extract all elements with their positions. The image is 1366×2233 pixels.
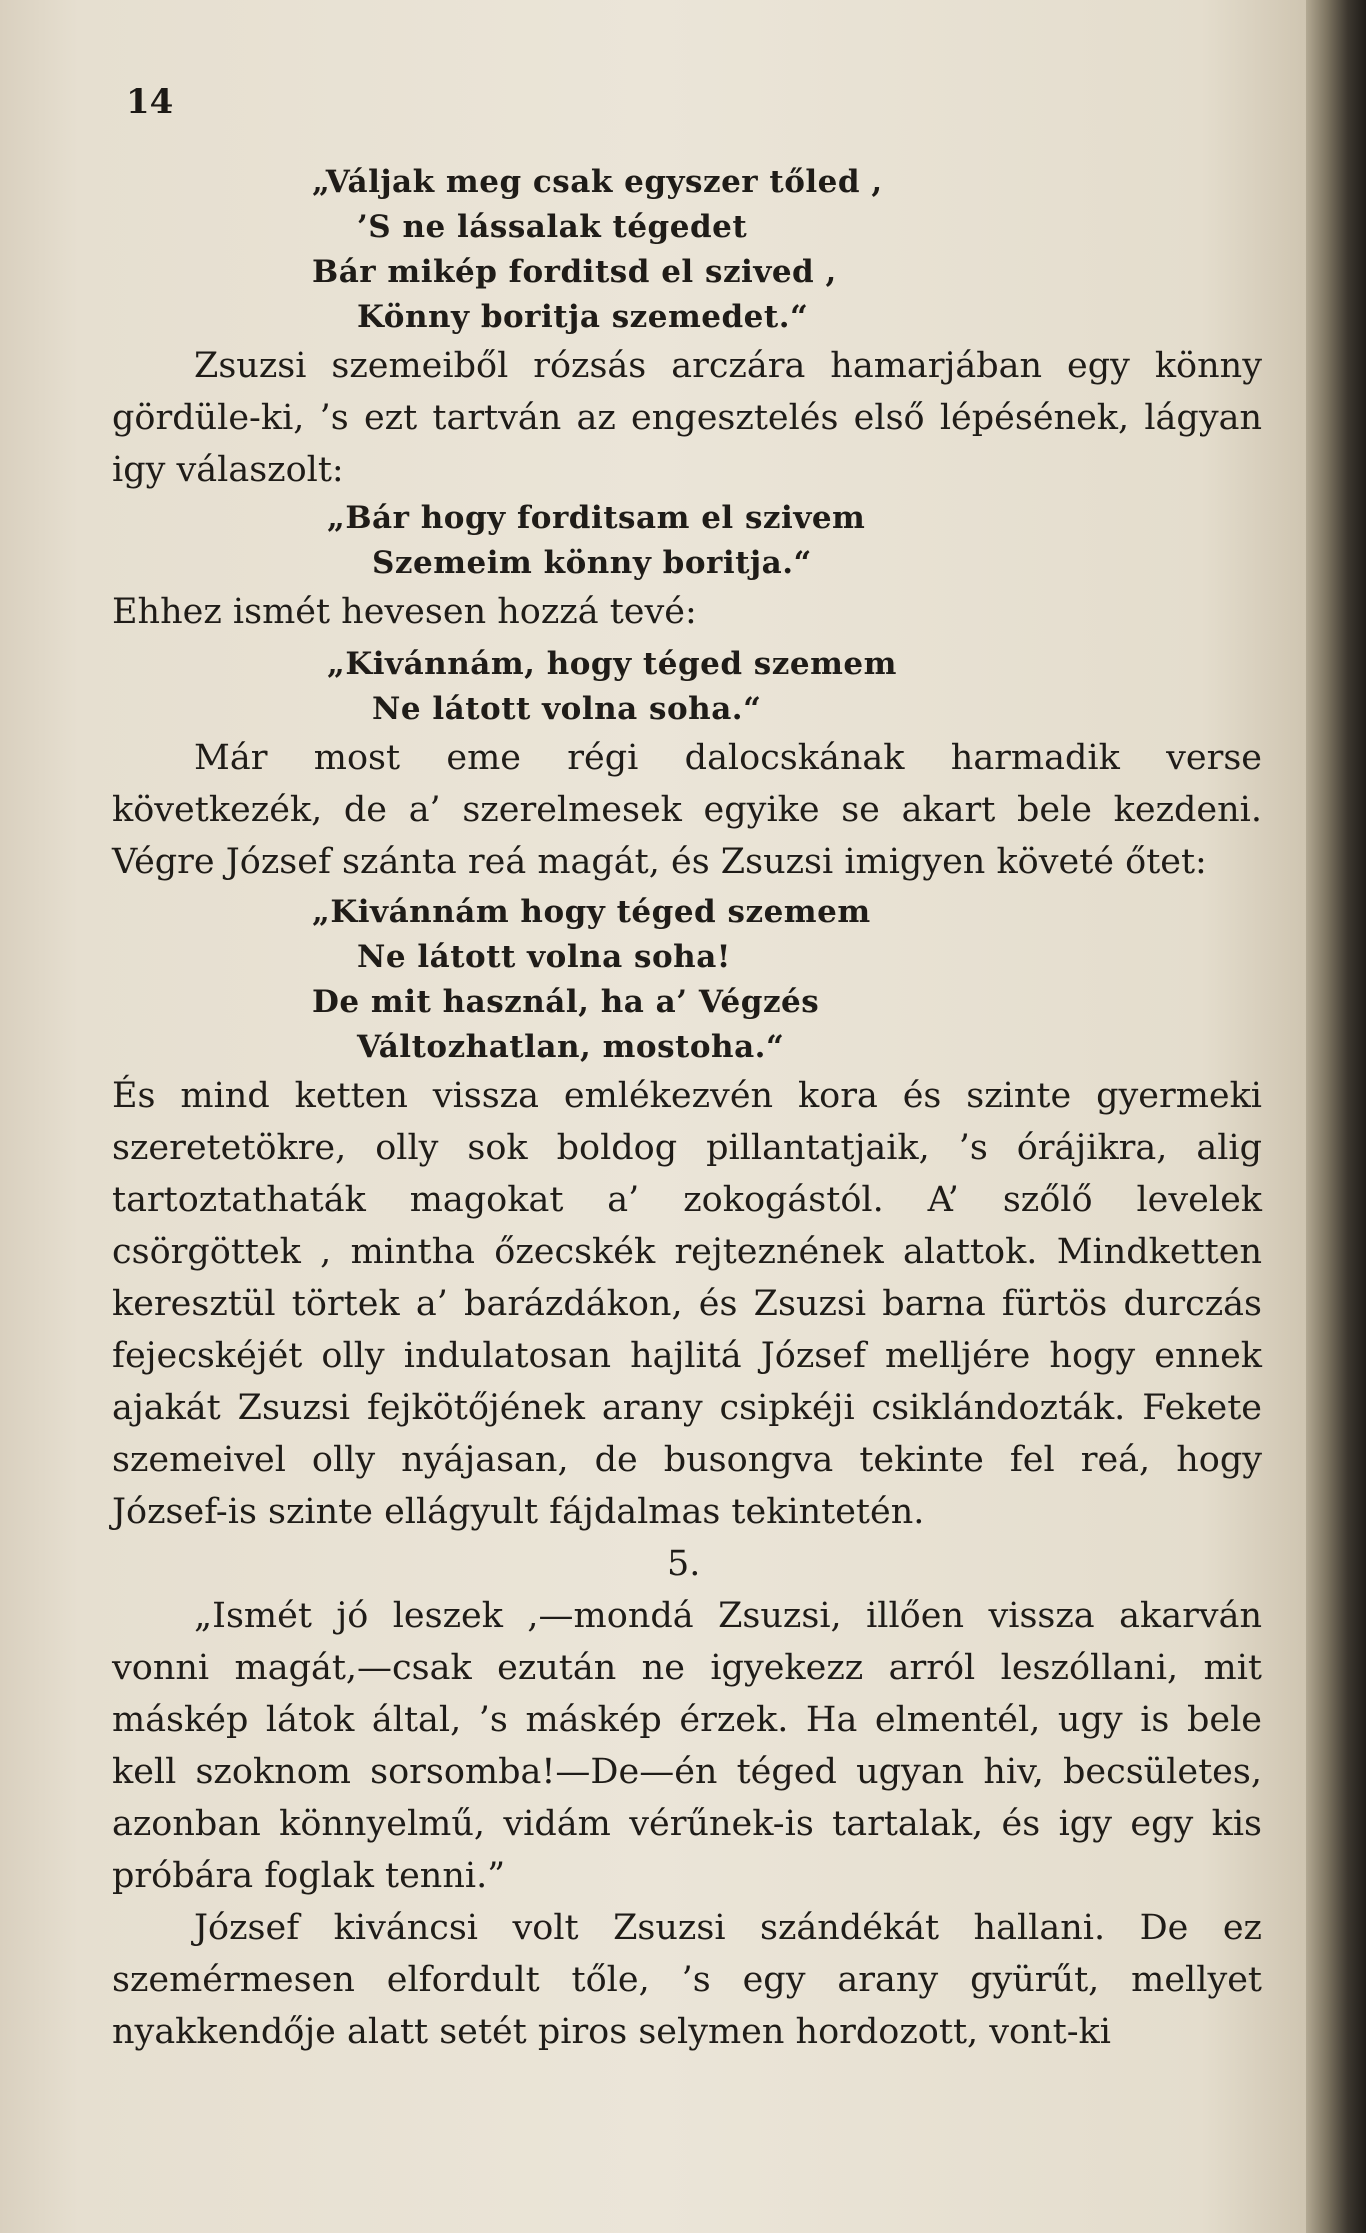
page-edge-shadow — [1306, 0, 1366, 2233]
verse-line: De mit használ, ha a’ Végzés — [312, 984, 820, 1020]
paragraph: Már most eme régi dalocskának harmadik verse következék, de a’ szerelmesek egyike se akart bele kezdeni. Végre József szánta reá magát, és Zsuzsi imigyen követé őtet: — [112, 738, 1262, 882]
verse-2 — [112, 496, 1262, 586]
verse-line: ’S ne lássalak tégedet — [357, 209, 748, 245]
paragraph: És mind ketten vissza emlékezvén kora és szinte gyermeki szeretetökre, olly sok boldog pillantatjaik, ’s órájikra, alig tartoztathaták magokat a’ zokogástól. A’ szőlő levelek csörgöttek , mintha őzecskék rejteznének alattok. Mindketten keresztül törtek a’ barázdákon, és Zsuzsi barna fürtös durczás fejecskéjét olly indulatosan hajlitá József melljére hogy ennek ajakát Zsuzsi fejkötőjének arany csipkéji csiklándozták. Fekete szemeivel olly nyájasan, de busongva tekinte fel reá, hogy József-is szinte ellágyult fájdalmas tekintetén. — [112, 1076, 1262, 1532]
paragraph: Ehhez ismét hevesen hozzá tevé: — [112, 592, 697, 632]
verse-4 — [112, 890, 1262, 1070]
verse-line: „Kivánnám hogy téged szemem — [312, 894, 871, 930]
verse-line: Változhatlan, mostoha.“ — [357, 1029, 785, 1065]
verse-line: Könny boritja szemedet.“ — [357, 299, 809, 335]
verse-line: Ne látott volna soha! — [357, 939, 731, 975]
verse-3 — [112, 642, 1262, 732]
section-number: 5. — [667, 1544, 701, 1584]
verse-line: „Váljak meg csak egyszer tőled , — [312, 164, 883, 200]
paragraph: „Ismét jó leszek ,—mondá Zsuzsi, illően vissza akarván vonni magát,—csak ezután ne igyekezz arról leszóllani, mit máskép látok által, ’s máskép érzek. Ha elmentél, ugy is bele kell szoknom sorsomba!—De—én téged ugyan hiv, becsületes, azonban könnyelmű, vidám vérűnek-is tartalak, és igy egy kis próbára foglak tenni.” — [112, 1596, 1262, 1896]
verse-line: Bár mikép forditsd el szived , — [312, 254, 837, 290]
paragraph: Zsuzsi szemeiből rózsás arczára hamarjában egy könny gördüle-ki, ’s ezt tartván az engesztelés első lépésének, lágyan igy válaszolt: — [112, 346, 1262, 490]
verse-line: Ne látott volna soha.“ — [372, 691, 762, 727]
page-text — [112, 160, 1262, 2058]
verse-1 — [112, 160, 1262, 340]
page-number: 14 — [126, 82, 174, 122]
verse-line: „Kivánnám, hogy téged szemem — [327, 646, 897, 682]
verse-line: „Bár hogy forditsam el szivem — [327, 500, 866, 536]
paragraph: József kiváncsi volt Zsuzsi szándékát hallani. De ez szemérmesen elfordult tőle, ’s egy arany gyürűt, mellyet nyakkendője alatt setét piros selymen hordozott, vont-ki — [112, 1908, 1262, 2052]
verse-line: Szemeim könny boritja.“ — [372, 545, 812, 581]
